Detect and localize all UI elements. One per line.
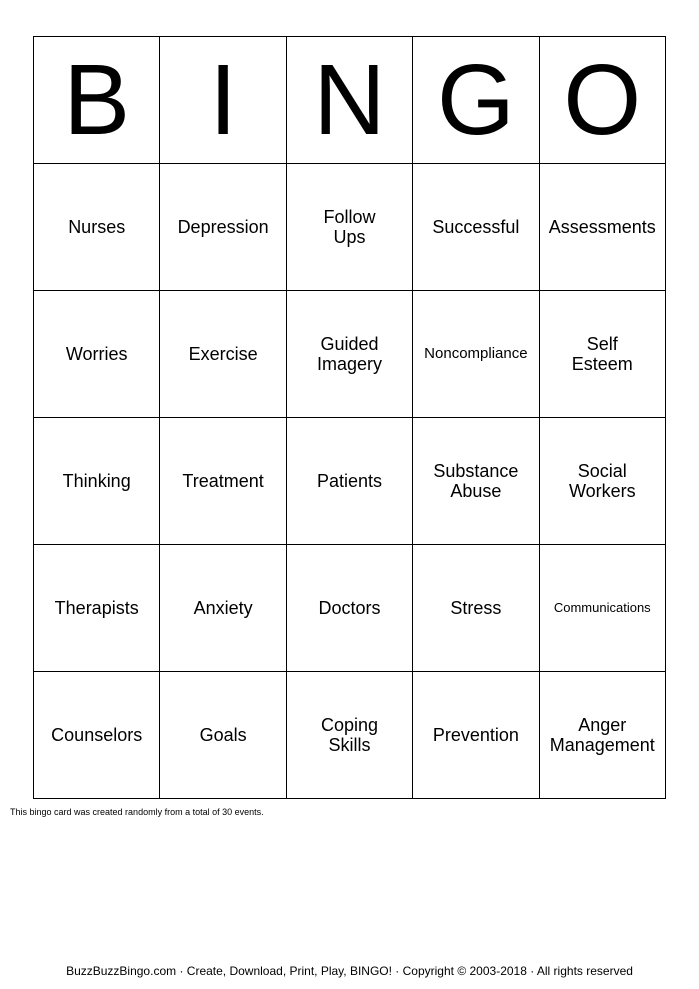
bingo-cell: Therapists: [34, 545, 160, 672]
header-letter-i: I: [160, 37, 286, 164]
cell-line: Esteem: [571, 354, 633, 374]
page-footer: BuzzBuzzBingo.com · Create, Download, Print, Play, BINGO! · Copyright © 2003-2018 · All rights reserved: [66, 964, 633, 978]
cell-line: Ups: [333, 227, 366, 247]
bingo-cell: Counselors: [34, 672, 160, 799]
cell-line: Workers: [568, 481, 636, 501]
header-letter-n: N: [286, 37, 412, 164]
bingo-cell: Patients: [286, 418, 412, 545]
bingo-row-2: [34, 291, 666, 418]
bingo-cell: [286, 164, 412, 291]
cell-line: Guided: [320, 334, 379, 354]
bingo-cell: Worries: [34, 291, 160, 418]
cell-line: Coping: [320, 715, 378, 735]
cell-line: Imagery: [316, 354, 382, 374]
header-letter-b: B: [34, 37, 160, 164]
bingo-row-5: [34, 672, 666, 799]
bingo-cell: Nurses: [34, 164, 160, 291]
bingo-cell: [413, 418, 539, 545]
bingo-cell: [539, 418, 665, 545]
bingo-cell: Thinking: [34, 418, 160, 545]
bingo-cell: [286, 672, 412, 799]
bingo-cell: Successful: [413, 164, 539, 291]
bingo-cell: Depression: [160, 164, 286, 291]
bingo-cell: Anxiety: [160, 545, 286, 672]
bingo-cell: Stress: [413, 545, 539, 672]
cell-line: Abuse: [450, 481, 502, 501]
cell-line: Social: [577, 461, 627, 481]
bingo-cell: Goals: [160, 672, 286, 799]
cell-line: Skills: [328, 735, 371, 755]
cell-line: Follow: [323, 207, 376, 227]
bingo-cell: Prevention: [413, 672, 539, 799]
bingo-cell: Exercise: [160, 291, 286, 418]
bingo-cell: Noncompliance: [413, 291, 539, 418]
header-letter-o: O: [539, 37, 665, 164]
cell-line: Management: [549, 735, 655, 755]
cell-line: Self: [586, 334, 618, 354]
card-note: This bingo card was created randomly from a total of 30 events.: [10, 807, 264, 817]
bingo-cell: Assessments: [539, 164, 665, 291]
bingo-cell: Communications: [539, 545, 665, 672]
bingo-row-1: [34, 164, 666, 291]
bingo-cell: [286, 291, 412, 418]
header-row: [34, 37, 666, 164]
cell-line: Substance: [433, 461, 519, 481]
header-letter-g: G: [413, 37, 539, 164]
bingo-row-4: [34, 545, 666, 672]
bingo-cell: [539, 291, 665, 418]
bingo-card: [33, 36, 666, 799]
bingo-cell: Treatment: [160, 418, 286, 545]
bingo-cell: [539, 672, 665, 799]
bingo-cell: Doctors: [286, 545, 412, 672]
bingo-row-3: [34, 418, 666, 545]
cell-line: Anger: [578, 715, 627, 735]
